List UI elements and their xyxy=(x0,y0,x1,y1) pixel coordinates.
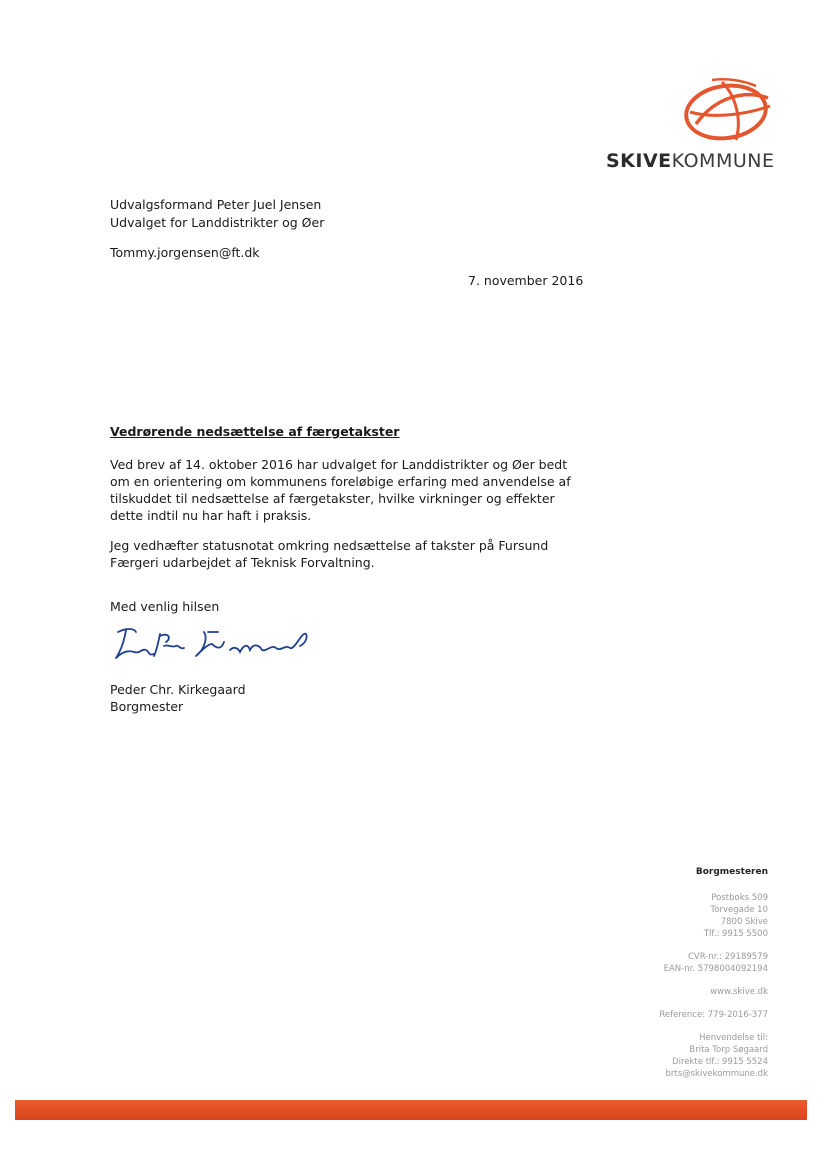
id-block xyxy=(659,951,768,975)
signer-name: Peder Chr. Kirkegaard xyxy=(110,682,246,697)
reference-number: Reference: 779-2016-377 xyxy=(659,1010,768,1020)
logo-bold: SKIVE xyxy=(606,150,672,172)
paragraph-1: Ved brev af 14. oktober 2016 har udvalget for Landdistrikter og Øer bedt om en orientering om kommunens foreløbige erfaring med anvendelse af tilskuddet til nedsættelse af færgetakster, hvilke virkninger og effekter dette indtil nu har haft i praksis. xyxy=(110,457,571,523)
cvr-number: CVR-nr.: 29189579 xyxy=(687,952,768,962)
ean-number: EAN-nr. 5798004092194 xyxy=(663,964,768,974)
recipient-email: Tommy.jorgensen@ft.dk xyxy=(110,245,260,260)
recipient-line2: Udvalget for Landdistrikter og Øer xyxy=(110,215,325,230)
contact-line: Brita Torp Søgaard xyxy=(689,1045,768,1055)
signer-title: Borgmester xyxy=(110,699,184,714)
website-link: www.skive.dk xyxy=(710,987,768,997)
contact-line: brts@skivekommune.dk xyxy=(665,1069,768,1079)
department-name: Borgmesteren xyxy=(695,867,768,877)
footer-color-bar xyxy=(15,1100,807,1120)
logo-light: KOMMUNE xyxy=(671,150,775,172)
logo-wordmark xyxy=(606,150,774,172)
contact-line: Direkte tlf.: 9915 5524 xyxy=(672,1057,768,1067)
skive-kommune-logo xyxy=(600,76,780,176)
address-line: 7800 Skive xyxy=(720,917,768,927)
address-line: Postboks 509 xyxy=(711,893,768,903)
sender-info-sidebar xyxy=(659,866,768,1091)
contact-line: Henvendelse til: xyxy=(699,1033,768,1043)
contact-block xyxy=(659,1032,768,1080)
closing-greeting: Med venlig hilsen xyxy=(110,599,220,614)
letter-date: 7. november 2016 xyxy=(468,273,584,288)
address-block xyxy=(659,892,768,940)
paragraph-2: Jeg vedhæfter statusnotat omkring nedsættelse af takster på Fursund Færgeri udarbejdet af Teknisk Forvaltning. xyxy=(110,538,549,570)
signer-block xyxy=(110,681,246,715)
handwritten-signature xyxy=(112,622,312,668)
recipient-block xyxy=(110,196,324,232)
recipient-line1: Udvalgsformand Peter Juel Jensen xyxy=(110,197,322,212)
logo-globe-icon xyxy=(676,76,776,148)
address-line: Tlf.: 9915 5500 xyxy=(703,929,768,939)
letter-subject: Vedrørende nedsættelse af færgetakster xyxy=(110,424,400,439)
address-line: Torvegade 10 xyxy=(710,905,768,915)
